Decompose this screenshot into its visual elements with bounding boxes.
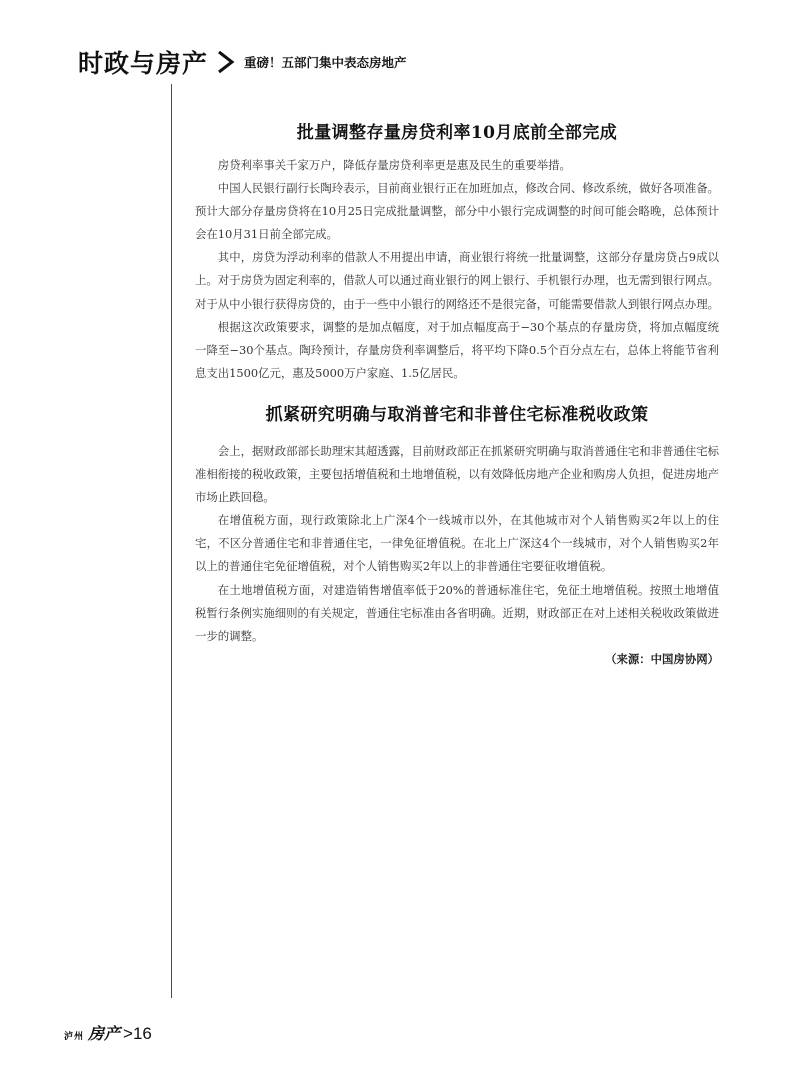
chevron-right-icon [216,49,236,75]
paragraph: 会上，据财政部部长助理宋其超透露，目前财政部正在抓紧研究明确与取消普通住宅和非普通住宅标准相衔接的税收政策，主要包括增值税和土地增值税，以有效降低房地产企业和购房人负担，促进房地产市场止跌回稳。 [195,443,719,505]
paragraph: 中国人民银行副行长陶玲表示，目前商业银行正在加班加点，修改合同、修改系统，做好各项准备。预计大部分存量房贷将在10月25日完成批量调整，部分中小银行完成调整的时间可能会略晚，总体预计会在10月31日前全部完成。 [195,181,719,242]
magazine-logo: 房产 [88,1024,121,1043]
article-body [195,108,719,667]
section-title: 时政与房产 [78,49,209,78]
paragraph: 根据这次政策要求，调整的是加点幅度，对于加点幅度高于−30个基点的存量房贷，将加点幅度统一降至−30个基点。陶玲预计，存量房贷利率调整后，将平均下降0.5个百分点左右，总体上将能节省利息支出1500亿元，惠及5000万户家庭、1.5亿居民。 [195,319,719,380]
paragraph: 在增值税方面，现行政策除北上广深4个一线城市以外，在其他城市对个人销售购买2年以上的住宅，不区分普通住宅和非普通住宅，一律免征增值税。在北上广深这4个一线城市，对个人销售购买2年以上的普通住宅免征增值税，对个人销售购买2年以上的非普通住宅要征收增值税。 [195,513,719,574]
article-title: 抓紧研究明确与取消普宅和非普住宅标准税收政策 [265,404,649,425]
paragraph: 其中，房贷为浮动利率的借款人不用提出申请，商业银行将统一批量调整，这部分存量房贷占9成以上。对于房贷为固定利率的，借款人可以通过商业银行的网上银行、手机银行办理，也无需到银行网点。对于从中小银行获得房贷的，由于一些中小银行的网络还不是很完备，可能需要借款人到银行网点办理。 [195,250,719,311]
paragraph: 房贷利率事关千家万户，降低存量房贷利率更是惠及民生的重要举措。 [217,158,571,172]
page-footer [64,1021,152,1044]
paragraph: 在土地增值税方面，对建造销售增值率低于20%的普通标准住宅，免征土地增值税。按照土地增值税暂行条例实施细则的有关规定，普通住宅标准由各省明确。近期，财政部正在对上述相关税收政策做进一步的调整。 [195,582,719,643]
page-number: >16 [123,1024,152,1043]
article-title: 批量调整存量房贷利率10月底前全部完成 [296,123,618,143]
vertical-rule [171,84,172,998]
footer-city: 泸州 [64,1032,85,1042]
source-credit: （来源：中国房协网） [605,651,719,666]
section-subtitle: 重磅！五部门集中表态房地产 [244,55,407,70]
page-header [78,44,407,80]
